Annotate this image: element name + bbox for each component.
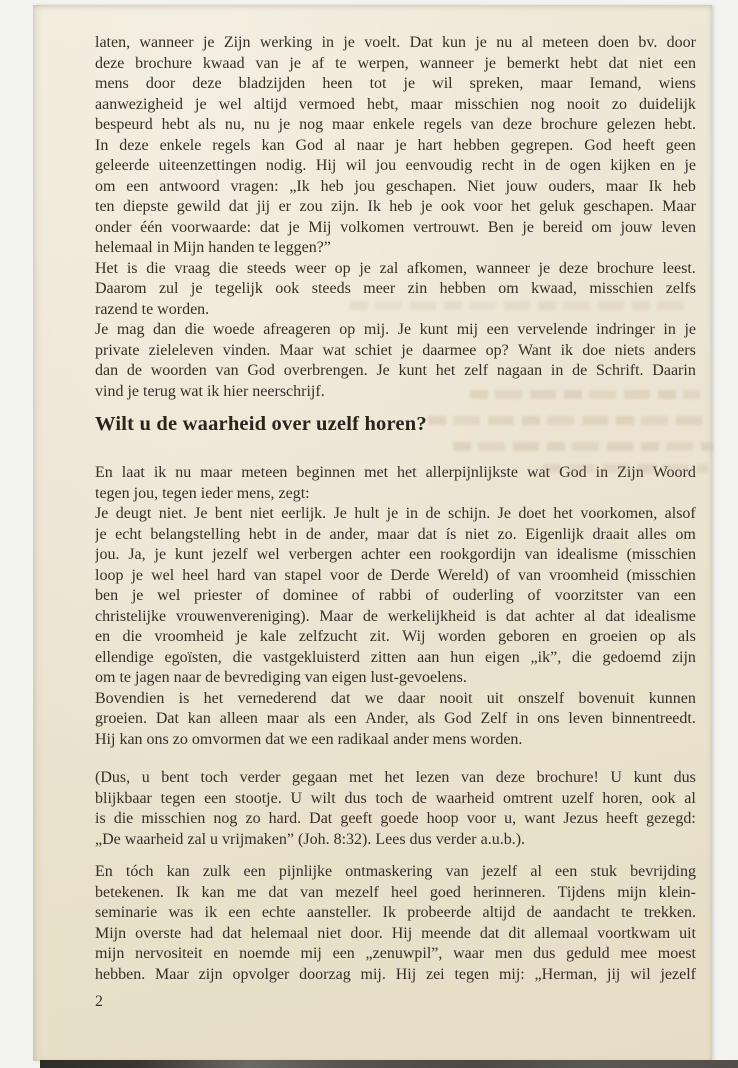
section-heading: Wilt u de waarheid over uzelf horen? (95, 413, 427, 435)
text-line: En tóch kan zulk een pijnlijke ontmaskering van jezelf al een stuk bevrijding (95, 863, 696, 880)
text-line: seminarie was ik een echte aansteller. Ik probeerde altijd de aandacht te trekken. (95, 904, 696, 921)
text-line: hebben. Maar zijn opvolger doorzag mij. Hij zei tegen mij: „Herman, jij wil jezelf (95, 965, 696, 983)
text-line: ellendige egoïsten, die vastgekluisterd zitten aan hun eigen „ik”, die gedoemd zijn (95, 648, 696, 666)
paragraph (95, 862, 696, 985)
text-line: jou. Ja, je kunt jezelf wel verbergen achter een rookgordijn van idealisme (misschien (95, 546, 696, 563)
text-line: je echt belangstelling hebt in de ander, maar dat ís niet zo. Eigenlijk draait alles om (95, 525, 696, 543)
text-column (95, 33, 696, 985)
text-line: Bovendien is het vernederend dat we daar nooit uit onszelf bovenuit kunnen (95, 689, 696, 707)
text-line: „De waarheid zal u vrijmaken” (Joh. 8:32). Lees dus verder a.u.b.). (95, 830, 526, 848)
text-line: geleerde uiteenzettingen nodig. Hij wil jou eenvoudig recht in de ogen kijken en je (95, 157, 696, 174)
book-page (33, 5, 712, 1061)
text-line: aanwezigheid je wel altijd vermoed hebt, maar misschien nog nooit zo duidelijk (95, 95, 696, 113)
text-line: ten diepste gewild dat jij er zou zijn. Ik heb je ook voor het geluk geschapen. Maar (95, 198, 696, 215)
text-line: betekenen. Ik kan me dat van mezelf heel goed herinneren. Tijdens mijn klein- (95, 883, 696, 901)
text-line: (Dus, u bent toch verder gegaan met het lezen van deze brochure! U kunt dus (95, 769, 696, 786)
ink-bleedthrough-artifact (428, 416, 708, 425)
text-line: dan de woorden van God overbrengen. Je kunt het zelf nagaan in de Schrift. Daarin (95, 362, 696, 379)
text-line: mens door deze bladzijden heen tot je wil spreken, maar Iemand, wiens (95, 75, 696, 92)
text-line: Hij kan ons zo omvormen dat we een radikaal ander mens worden. (95, 730, 523, 748)
text-line: is die misschien nog zo hard. Dat geeft goede hoop voor u, want Jezus heeft gezegd: (95, 810, 696, 827)
text-line: loop je wel heel hard van stapel voor de Derde Wereld) of van vroomheid (misschien (95, 566, 696, 584)
text-line: om te jagen naar de bevrediging van eigen lust-gevoelens. (95, 669, 467, 686)
text-line: In deze enkele regels kan God al naar je hart hebben gegrepen. God heeft geen (95, 136, 696, 154)
ink-bleedthrough-artifact (350, 301, 690, 310)
paragraph (95, 33, 696, 259)
text-line: groeien. Dat kan alleen maar als een Ander, als God Zelf in ons leven binnentreedt. (95, 710, 696, 727)
text-line: en die vroomheid je kale zelfzucht zit. Wij worden geboren en groeien op als (95, 628, 696, 645)
ink-bleedthrough-artifact (470, 390, 700, 399)
text-line: vind je terug wat ik hier neerschrijf. (95, 382, 325, 400)
text-line: onder één voorwaarde: dat je Mij volkomen vertrouwt. Ben je bereid om jouw leven (95, 218, 696, 236)
text-line: om een antwoord vragen: „Ik heb jou geschapen. Niet jouw ouders, maar Ik heb (95, 177, 696, 195)
text-line: Het is die vraag die steeds weer op je zal afkomen, wanneer je deze brochure leest. (95, 259, 696, 277)
text-line: razend te worden. (95, 300, 210, 318)
text-line: Je deugt niet. Je bent niet eerlijk. Je hult je in de schijn. Je doet het voorkomen, alsof (95, 505, 696, 522)
text-line: Je mag dan die woede afreageren op mij. Je kunt mij een vervelende indringer in je (95, 321, 696, 338)
text-line: deze brochure kwaad van je af te werpen, wanneer je bemerkt hebt dat niet een (95, 54, 696, 72)
text-line: laten, wanneer je Zijn werking in je voelt. Dat kun je nu al meteen doen bv. door (95, 34, 696, 51)
page-number: 2 (95, 993, 103, 1010)
ink-bleedthrough-artifact (543, 464, 708, 473)
paragraph (95, 259, 696, 321)
text-line: En laat ik nu maar meteen beginnen met het allerpijnlijkste wat God in Zijn Woord (95, 464, 696, 481)
text-line: mijn nervositeit en noemde mij een „zenuwpil”, waar men dus geduld mee moest (95, 945, 696, 962)
text-line: blijkbaar tegen een stootje. U wilt dus toch de waarheid omtrent uzelf horen, ook al (95, 789, 696, 807)
text-line: helemaal in Mijn handen te leggen?” (95, 239, 331, 256)
book-pages-edge-shadow (40, 1060, 738, 1068)
paragraph (95, 768, 696, 850)
text-line: ben je wel priester of dominee of rabbi of ouderling of voorzitster van een (95, 587, 696, 604)
paragraph (95, 689, 696, 751)
text-line: Daarom zul je tegelijk ook steeds meer zin hebben om kwaad, misschien zelfs (95, 280, 696, 297)
text-line: Mijn overste had dat helemaal niet door. Hij meende dat dit allemaal voortkwam uit (95, 924, 696, 942)
text-line: private zieleleven vinden. Maar wat schiet je daarmee op? Want ik doe niets anders (95, 341, 696, 359)
text-line: christelijke vrouwenvereniging). Maar de werkelijkheid is dat achter al dat idealisme (95, 607, 696, 625)
text-line: tegen jou, tegen ieder mens, zegt: (95, 484, 310, 502)
ink-bleedthrough-artifact (453, 442, 713, 451)
paragraph (95, 504, 696, 689)
text-line: bespeurd hebt als nu, nu je nog maar enkele regels van deze brochure gelezen hebt. (95, 116, 696, 133)
